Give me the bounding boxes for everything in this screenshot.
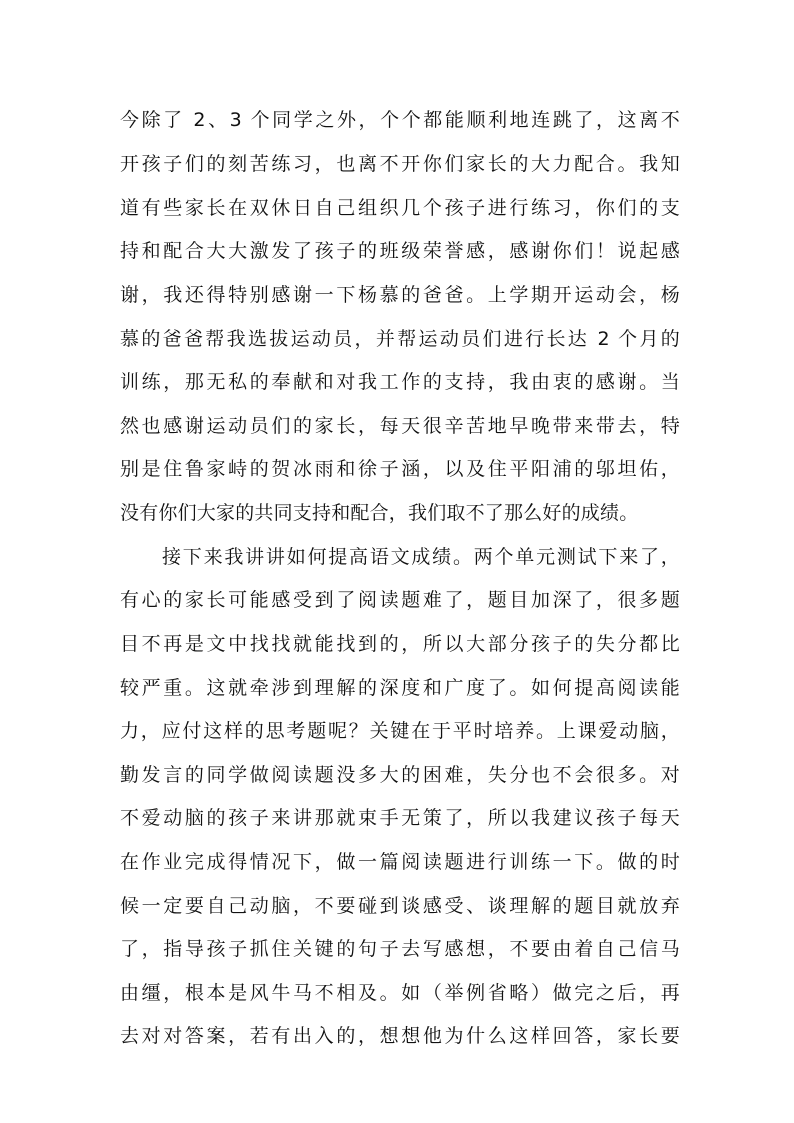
text-line: 候一定要自己动脑，不要碰到谈感受、谈理解的题目就放弃 [120, 895, 680, 917]
text-line: 勤发言的同学做阅读题没多大的困难，失分也不会很多。对 [120, 764, 680, 786]
text-line: 由缰，根本是风牛马不相及。如（举例省略）做完之后，再 [120, 982, 680, 1004]
text-line: 持和配合大大激发了孩子的班级荣誉感，感谢你们！说起感 [120, 240, 680, 262]
text-line: 不爱动脑的孩子来讲那就束手无策了，所以我建议孩子每天 [120, 807, 680, 829]
text-line: 别是住鲁家峙的贺冰雨和徐子涵，以及住平阳浦的邬坦佑， [120, 458, 680, 480]
text-line: 了，指导孩子抓住关键的句子去写感想，不要由着自己信马 [120, 938, 680, 960]
text-line: 道有些家长在双休日自己组织几个孩子进行练习，你们的支 [120, 197, 680, 219]
text-line: 目不再是文中找找就能找到的，所以大部分孩子的失分都比 [120, 633, 680, 655]
text-line: 去对对答案，若有出入的，想想他为什么这样回答，家长要 [120, 1025, 680, 1047]
text-line: 有心的家长可能感受到了阅读题难了，题目加深了，很多题 [120, 589, 680, 611]
text-line: 训练，那无私的奉献和对我工作的支持，我由衷的感谢。当 [120, 371, 680, 393]
text-line: 慕的爸爸帮我选拔运动员，并帮运动员们进行长达 2 个月的 [120, 328, 680, 350]
text-line: 较严重。这就牵涉到理解的深度和广度了。如何提高阅读能 [120, 677, 680, 699]
text-line: 今除了 2、3 个同学之外，个个都能顺利地连跳了，这离不 [120, 109, 680, 131]
text-line: 在作业完成得情况下，做一篇阅读题进行训练一下。做的时 [120, 851, 680, 873]
text-line: 开孩子们的刻苦练习，也离不开你们家长的大力配合。我知 [120, 153, 680, 175]
paragraph-start-line: 接下来我讲讲如何提高语文成绩。两个单元测试下来了， [162, 546, 680, 568]
text-line: 力，应付这样的思考题呢？关键在于平时培养。上课爱动脑， [120, 720, 680, 742]
text-line: 谢，我还得特别感谢一下杨慕的爸爸。上学期开运动会，杨 [120, 284, 680, 306]
text-line: 然也感谢运动员们的家长，每天很辛苦地早晚带来带去，特 [120, 415, 680, 437]
paragraph-end-line: 没有你们大家的共同支持和配合，我们取不了那么好的成绩。 [120, 502, 639, 524]
